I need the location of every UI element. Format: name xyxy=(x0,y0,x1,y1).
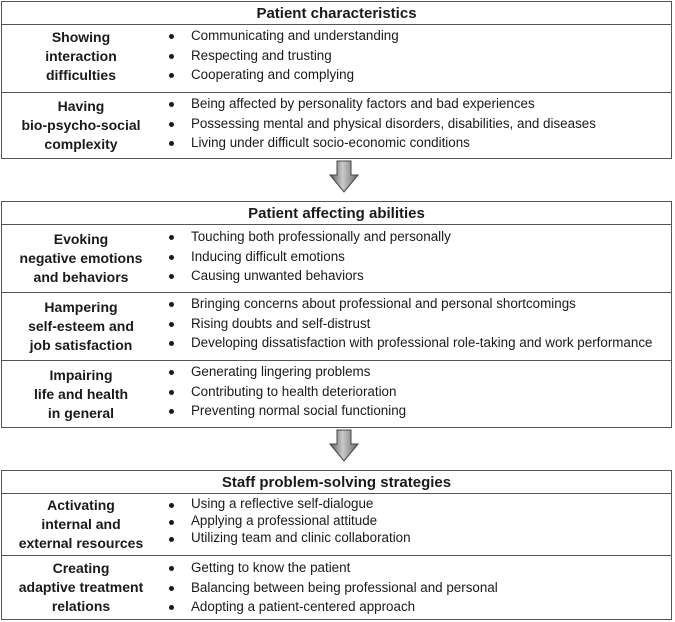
list-item: Communicating and understanding xyxy=(162,26,667,46)
category-label-line: Creating xyxy=(52,560,110,576)
list-item: Getting to know the patient xyxy=(162,558,667,578)
category-label-line: Hampering xyxy=(44,299,118,315)
category-label-line: bio-psycho-social xyxy=(21,117,141,133)
category-label-line: adaptive treatment xyxy=(18,579,144,595)
list-item: Contributing to health deterioration xyxy=(162,382,667,402)
category-label-line: self-esteem and xyxy=(28,318,134,334)
list-item: Cooperating and complying xyxy=(162,65,667,85)
category-row xyxy=(2,360,671,427)
list-item: Balancing between being professional and personal xyxy=(162,578,667,598)
category-label-line: negative emotions xyxy=(19,250,143,266)
list-item: Living under difficult socio-economic conditions xyxy=(162,133,667,153)
panel-patient-characteristics xyxy=(1,1,672,159)
panel-staff-problem-solving-strategies xyxy=(1,470,672,620)
category-label-line: in general xyxy=(47,404,115,421)
category-label-line: difficulties xyxy=(45,67,116,83)
category-label-line: interaction xyxy=(45,48,117,64)
category-row xyxy=(2,25,671,92)
list-item: Respecting and trusting xyxy=(162,46,667,66)
category-label-line: life and health xyxy=(33,385,129,402)
category-label xyxy=(2,556,160,619)
list-item: Applying a professional attitude xyxy=(162,512,667,529)
category-label xyxy=(2,361,160,427)
category-label xyxy=(2,93,160,158)
panel-title: Patient affecting abilities xyxy=(2,202,671,225)
category-label xyxy=(2,494,160,555)
category-label-line: Showing xyxy=(51,29,111,45)
category-label xyxy=(2,293,160,360)
list-item: Utilizing team and clinic collaboration xyxy=(162,529,667,546)
list-item: Adopting a patient-centered approach xyxy=(162,597,667,617)
category-row xyxy=(2,494,671,555)
list-item: Preventing normal social functioning xyxy=(162,401,667,421)
item-list xyxy=(162,362,667,421)
category-label-line: Impairing xyxy=(49,366,113,383)
list-item: Bringing concerns about professional and personal shortcomings xyxy=(162,294,667,314)
list-item: Rising doubts and self-distrust xyxy=(162,314,667,334)
category-label xyxy=(2,23,160,90)
item-list xyxy=(162,26,667,85)
category-label-line: complexity xyxy=(44,136,118,152)
category-row xyxy=(2,92,671,158)
list-item: Developing dissatisfaction with professional role-taking and work performance xyxy=(162,333,667,353)
item-list xyxy=(162,94,667,153)
category-label xyxy=(2,225,160,292)
item-list xyxy=(162,294,667,353)
list-item: Using a reflective self-dialogue xyxy=(162,495,667,512)
category-label-line: Activating xyxy=(47,497,115,513)
category-label-line: relations xyxy=(51,598,111,614)
panel-title: Staff problem-solving strategies xyxy=(2,471,671,494)
category-label-line: internal and xyxy=(41,516,121,532)
list-item: Touching both professionally and personally xyxy=(162,227,667,247)
category-label-line: job satisfaction xyxy=(29,337,133,353)
category-row xyxy=(2,555,671,619)
panel-patient-affecting-abilities xyxy=(1,201,672,428)
item-list xyxy=(162,227,667,286)
list-item: Causing unwanted behaviors xyxy=(162,266,667,286)
down-arrow-icon xyxy=(329,160,359,194)
list-item: Being affected by personality factors and bad experiences xyxy=(162,94,667,114)
category-row xyxy=(2,292,671,360)
category-label-line: Evoking xyxy=(53,231,109,247)
list-item: Possessing mental and physical disorders, disabilities, and diseases xyxy=(162,114,667,134)
category-label-line: Having xyxy=(57,98,105,114)
list-item: Generating lingering problems xyxy=(162,362,667,382)
category-label-line: and behaviors xyxy=(33,269,129,285)
category-row xyxy=(2,225,671,292)
category-label-line: external resources xyxy=(18,535,144,551)
item-list xyxy=(162,495,667,546)
list-item: Inducing difficult emotions xyxy=(162,247,667,267)
item-list xyxy=(162,558,667,617)
panel-title: Patient characteristics xyxy=(2,2,671,25)
down-arrow-icon xyxy=(329,429,359,463)
